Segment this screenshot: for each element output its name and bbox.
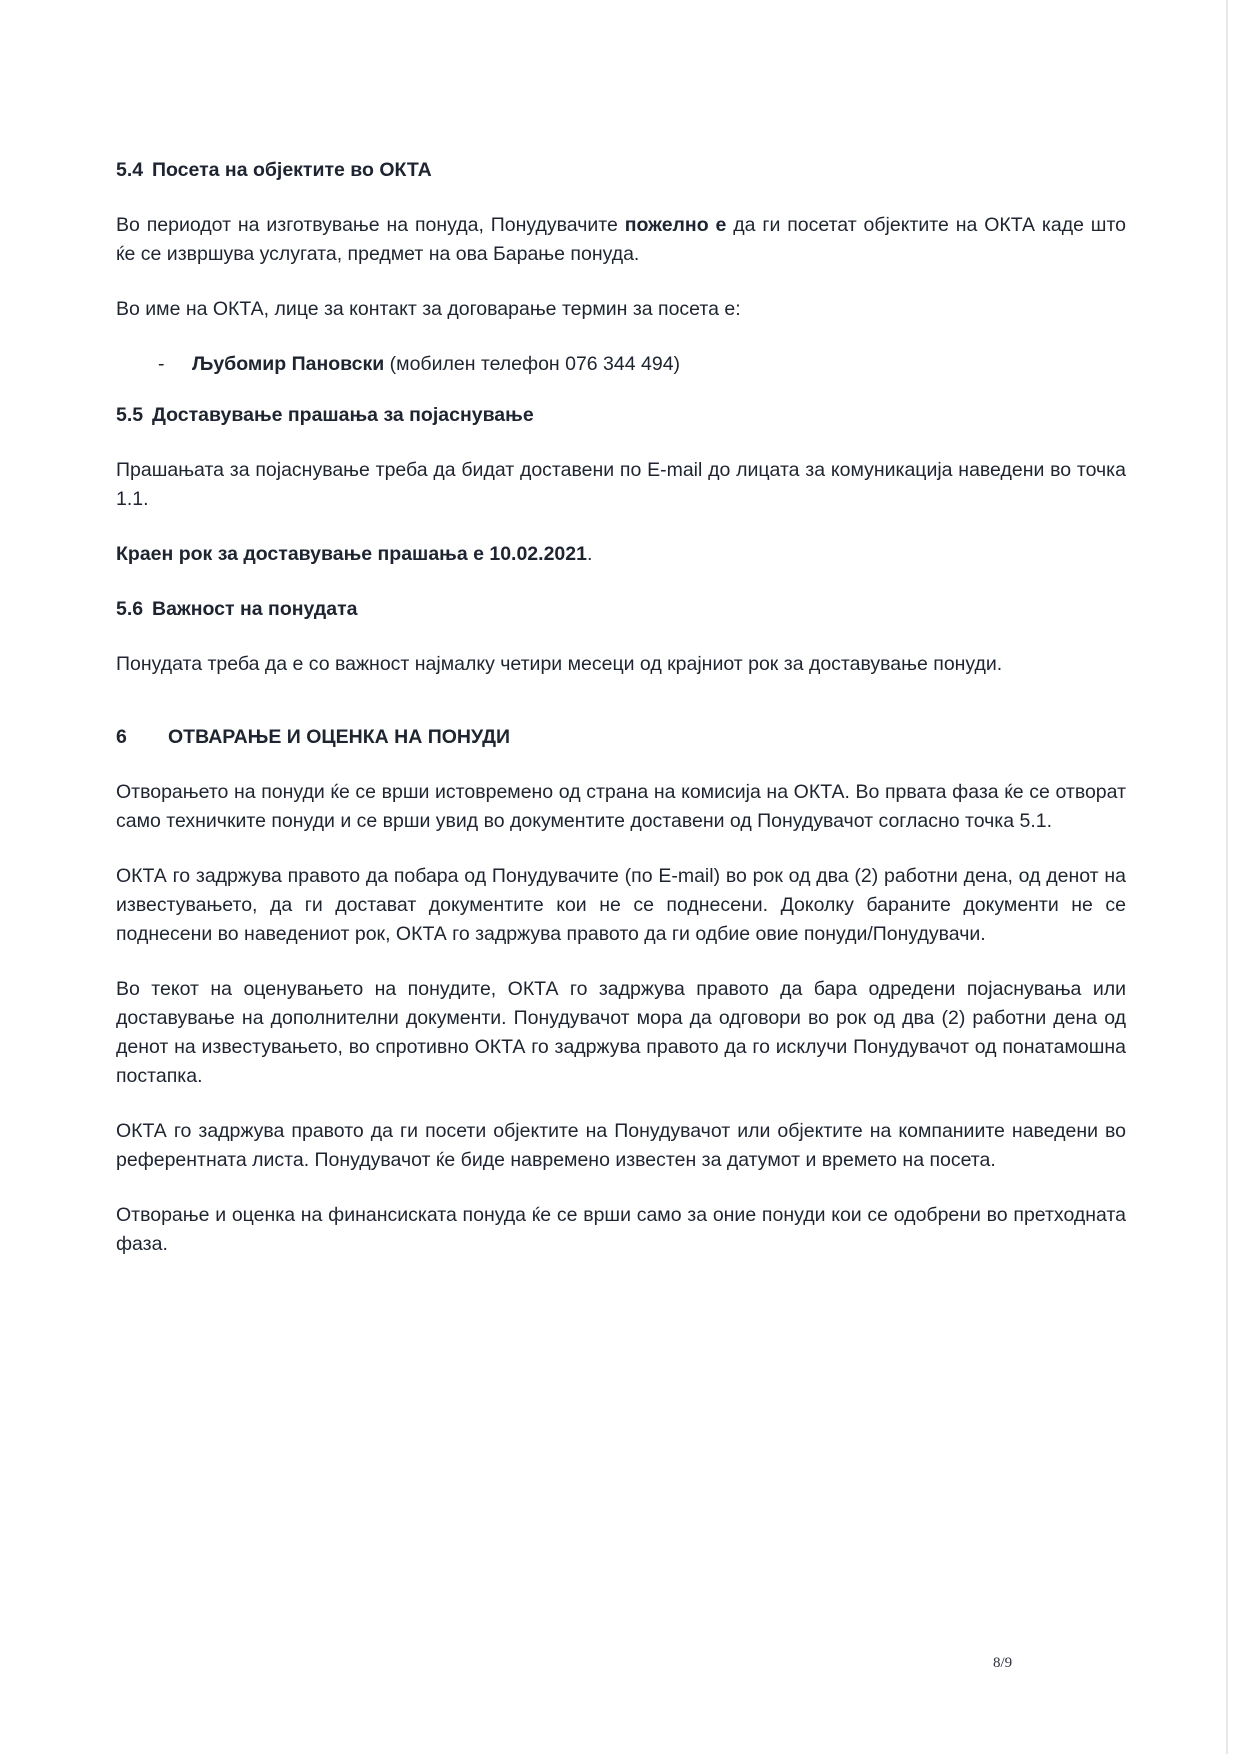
heading-title: Важност на понудата [152, 598, 358, 620]
heading-5-4 [116, 156, 1126, 185]
contact-phone: (мобилен телефон 076 344 494) [384, 353, 681, 375]
heading-title: Доставување прашања за појаснување [152, 404, 534, 426]
heading-title: ОТВАРАЊЕ И ОЦЕНКА НА ПОНУДИ [168, 726, 511, 748]
heading-number: 5.5 [116, 404, 144, 426]
paragraph-6-2: ОКТА го задржува правото да побара од Понудувачите (по E-mail) во рок од два (2) работни дена, од денот на известувањето, да ги достават документите кои не се поднесени. Доколку бараните документи не се поднесени во наведениот рок, ОКТА го задржува правото да ги одбие овие понуди/Понудувачи. [116, 865, 1126, 945]
paragraph-6-5: Отворање и оценка на финансиската понуда ќе се врши само за оние понуди кои се одобрени во претходната фаза. [116, 1204, 1126, 1255]
contact-name: Љубомир Пановски [192, 353, 385, 375]
paragraph-5-4-1 [116, 211, 1126, 269]
text-run: . [586, 543, 593, 565]
text-run-bold: пожелно е [624, 214, 727, 236]
page-content [116, 156, 1126, 1259]
text-run: да ги посетат објектите на ОКТА каде што ќе се извршува услугата, предмет на ова Барање понуда. [116, 214, 1127, 265]
heading-number: 6 [116, 726, 127, 748]
heading-number: 5.4 [116, 159, 144, 181]
text-run: Во периодот на изготвување на понуда, Понудувачите [116, 214, 625, 236]
heading-title: Посета на објектите во ОКТА [152, 159, 432, 181]
contact-list-item [116, 350, 1126, 379]
heading-5-6 [116, 595, 1126, 624]
page-edge-shadow [1226, 0, 1228, 1754]
paragraph-6-1: Отворањето на понуди ќе се врши истовремено од страна на комисија на ОКТА. Во првата фаза ќе се отворат само техничките понуди и се врши увид во документите доставени од Понудувачот согласно точка 5.1. [116, 781, 1126, 832]
deadline-statement [116, 540, 1126, 569]
paragraph-5-5-1: Прашањата за појаснување треба да бидат доставени по E-mail до лицата за комуникација наведени во точка 1.1. [116, 459, 1126, 510]
heading-5-5 [116, 401, 1126, 430]
page-number: 8/9 [993, 1655, 1013, 1671]
heading-number: 5.6 [116, 598, 144, 620]
heading-6 [116, 723, 1126, 752]
paragraph-6-4: ОКТА го задржува правото да ги посети објектите на Понудувачот или објектите на компаниите наведени во референтната листа. Понудувачот ќе биде навремено известен за датумот и времето на посета. [116, 1120, 1126, 1171]
paragraph-6-3: Во текот на оценувањето на понудите, ОКТА го задржува правото да бара одредени појаснувања или доставување на дополнителни документи. Понудувачот мора да одговори во рок од два (2) работни дена од денот на известувањето, во спротивно ОКТА го задржува правото да го исклучи Понудувачот од понатамошна постапка. [116, 978, 1126, 1087]
paragraph-5-4-2: Во име на ОКТА, лице за контакт за договарање термин за посета е: [116, 298, 741, 320]
deadline-text: Краен рок за доставување прашања е 10.02.2021 [116, 543, 587, 565]
list-dash: - [158, 353, 165, 375]
paragraph-5-6-1: Понудата треба да е со важност најмалку четири месеци од крајниот рок за доставување понуди. [116, 653, 1003, 675]
